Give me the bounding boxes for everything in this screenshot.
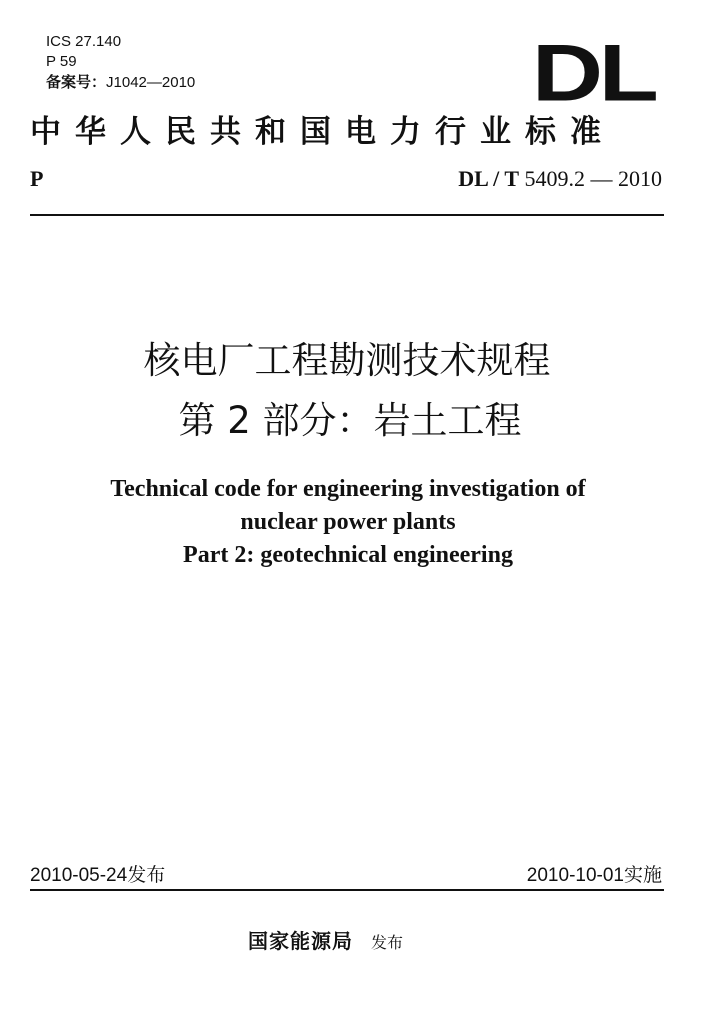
dl-logo: DL [531,26,654,118]
ics-code: ICS 27.140 [46,33,122,50]
english-title-line-2: nuclear power plants [240,509,456,535]
category-code: P 59 [46,53,77,70]
publisher-action: 发布 [371,933,404,952]
standard-code: 5409.2 — 2010 [524,166,662,191]
issue-date: 2010-05-24发布 [30,865,166,886]
industry-standard-title: 中华人民共和国电力行业标准 [30,114,615,150]
chinese-title-line-2: 第 2 部分：岩土工程 [178,399,522,442]
implementation-date: 2010-10-01实施 [526,865,662,886]
standard-number [458,166,662,192]
header-divider [30,214,664,216]
publisher-line [248,928,403,956]
category-letter: P [30,166,44,191]
standard-prefix: DL / T [458,166,519,191]
english-title-line-1: Technical code for engineering investigation of [110,476,586,502]
english-title-line-3: Part 2: geotechnical engineering [183,542,513,568]
record-number-line [46,74,195,92]
publisher-name: 国家能源局 [248,929,353,953]
record-number-label: 备案号： [46,74,107,91]
chinese-title-line-1: 核电厂工程勘测技术规程 [143,339,551,382]
footer-divider [30,889,664,891]
record-number-value: J1042—2010 [106,74,196,91]
